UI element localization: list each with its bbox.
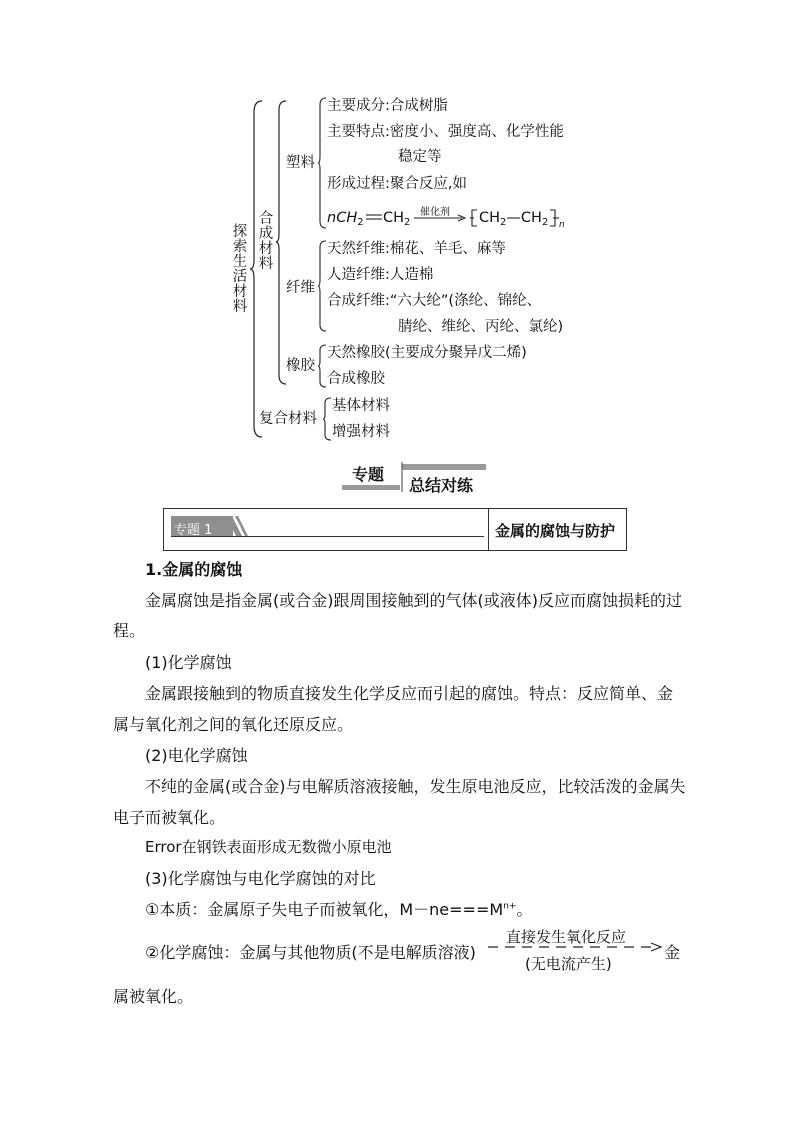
eq-sub-4: 2 [541,217,549,228]
double-bond [366,213,382,221]
eq-subscript-n: n [559,220,565,230]
composite-reinforce: 增强材料 [332,424,390,440]
essence-end: 。 [516,900,533,919]
eq-arrow [414,214,466,222]
heading-chemical-corrosion: (1)化学腐蚀 [145,653,232,672]
fiber-natural: 天然纤维:棉花、羊毛、麻等 [327,241,506,257]
eq-ch-a: CH [479,210,501,226]
eq-sub-2: 2 [404,217,411,228]
fiber-label: 纤维 [286,280,315,296]
topic-title: 金属的腐蚀与防护 [495,522,616,540]
composite-matrix: 基体材料 [332,398,390,414]
topic-stripes [226,516,250,536]
header-zhuanti: 专题 [352,465,385,484]
topic-label: 专题 1 [174,523,213,538]
para-3-line-1: 不纯的金属(或合金)与电解质溶液接触，发生原电池反应，比较活泼的金属失 [145,777,686,796]
fiber-artificial: 人造纤维:人造棉 [327,267,434,283]
chem-corrosion-line-2: 属被氧化。 [113,987,194,1006]
eq-ch: CH [383,210,405,226]
eq-n: nCH [327,210,358,226]
essence-text: ①本质：金属原子失电子而被氧化，M－ne [145,900,450,919]
plastic-main-feature: 主要特点:密度小、强度高、化学性能 [327,124,564,140]
plastic-label: 塑料 [286,155,315,171]
fiber-synthetic-cont: 腈纶、维纶、丙纶、氯纶) [398,319,564,335]
error-line: Error在钢铁表面形成无数微小原电池 [145,838,392,856]
eq-sub-3: 2 [500,217,507,228]
mindmap-root: 探索生活材料 [232,224,248,315]
eq-sub-1: 2 [357,217,364,228]
chem-corrosion-line: ②化学腐蚀：金属与其他物质(不是电解质溶液) [145,943,476,962]
synthetic-materials-label: 合成材料 [258,211,274,272]
heading-comparison: (3)化学腐蚀与电化学腐蚀的对比 [145,869,376,888]
fiber-synthetic: 合成纤维:“六大纶”(涤纶、锦纶、 [327,293,542,309]
para-1-line-2: 程。 [113,621,146,640]
eq-bracket-left [470,209,478,227]
plastic-formation: 形成过程:聚合反应,如 [327,176,467,192]
essence-line [145,897,532,920]
para-1-line-1: 金属腐蚀是指金属(或合金)跟周围接触到的气体(或液体)反应而腐蚀损耗的过 [145,591,682,610]
para-2-line-1: 金属跟接触到的物质直接发生化学反应而引起的腐蚀。特点：反应简单、金 [145,684,674,703]
dashed-arrow [486,942,666,952]
heading-metal-corrosion: 1.金属的腐蚀 [145,560,243,579]
eq-catalyst: 催化剂 [420,207,450,218]
para-2-line-2: 属与氧化剂之间的氧化还原反应。 [113,715,354,734]
arrow-top-label: 直接发生氧化反应 [506,928,627,946]
topic-label-box [171,516,484,537]
heading-electrochemical-corrosion: (2)电化学腐蚀 [145,746,248,765]
rubber-synthetic: 合成橡胶 [327,371,385,387]
para-3-line-2: 电子而被氧化。 [113,808,226,827]
essence-sup: n+ [503,901,517,912]
topic-box [163,508,627,551]
rubber-natural: 天然橡胶(主要成分聚异戊二烯) [327,345,527,361]
composite-label: 复合材料 [259,411,317,427]
eq-ch-b: —CH [506,210,542,226]
topic-divider [488,509,489,550]
rubber-label: 橡胶 [286,358,315,374]
essence-eq: ===M [449,900,504,919]
plastic-main-component: 主要成分:合成树脂 [327,98,448,114]
synthetic-brace [276,100,288,385]
arrow-bottom-label: (无电流产生) [525,955,612,973]
header-zongjie: 总结对练 [409,476,474,495]
plastic-main-feature-cont: 稳定等 [398,149,442,165]
chem-corrosion-end: 金 [664,943,681,962]
